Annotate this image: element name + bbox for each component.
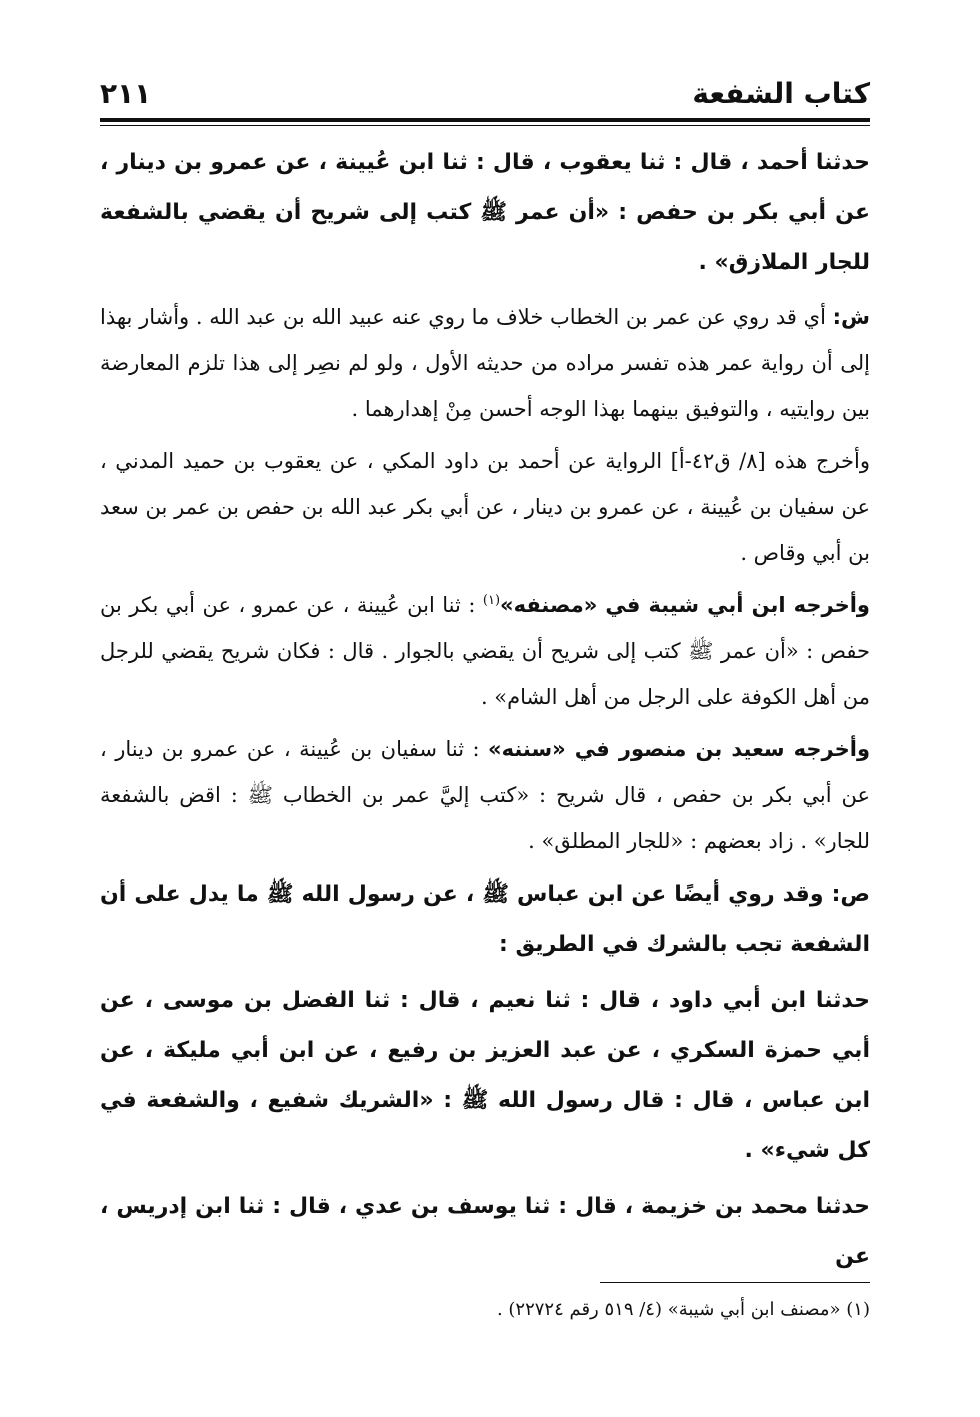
footnote-marker[interactable]: (١) (482, 593, 501, 608)
paragraph-3-text: وأخرج هذه [٨/ ق٤٢-أ] الرواية عن أحمد بن داود المكي ، عن يعقوب بن حميد المدني ، عن سفيان بن عُيينة ، عن عمرو بن دينار ، عن أبي بكر عبد الله بن حفص بن عمر بن سعد بن أبي وقاص . (100, 449, 870, 565)
document-page (100, 60, 870, 1380)
header-rule-thin (100, 125, 870, 126)
paragraph-6 (100, 870, 870, 970)
chapter-title: كتاب الشفعة (692, 77, 870, 110)
paragraph-4-text: : ثنا ابن عُيينة ، عن عمرو ، عن أبي بكر بن حفص : «أن عمر ﷺ كتب إلى شريح أن يقضي بالجوار . قال : فكان شريح يقضي للرجل من أهل الكوفة على الرجل من أهل الشام» . (100, 593, 870, 709)
paragraph-5-lead: وأخرجه سعيد بن منصور في «سننه» (488, 737, 870, 761)
paragraph-1-text: حدثنا أحمد ، قال : ثنا يعقوب ، قال : ثنا ابن عُيينة ، عن عمرو بن دينار ، عن أبي بكر بن حفص : «أن عمر ﷺ كتب إلى شريح أن يقضي بالشفعة للجار الملازق» . (100, 150, 870, 275)
paragraph-7 (100, 976, 870, 1176)
main-text (100, 138, 870, 1282)
header-rule-thick (100, 118, 870, 122)
paragraph-5 (100, 726, 870, 864)
page-header (100, 60, 870, 118)
paragraph-2-lead: ش: (832, 305, 870, 329)
paragraph-8 (100, 1182, 870, 1282)
paragraph-2-text: أي قد روي عن عمر بن الخطاب خلاف ما روي عنه عبيد الله بن عبد الله . وأشار بهذا إلى أن رواية عمر هذه تفسر مراده من حديثه الأول ، ولو لم نصِر إلى هذا تلزم المعارضة بين روايتيه ، والتوفيق بينهما بهذا الوجه أحسن مِنْ إهدارهما . (100, 305, 870, 421)
paragraph-2 (100, 294, 870, 432)
footnote-rule (600, 1282, 870, 1283)
paragraph-4 (100, 582, 870, 720)
footnote: (١) «مصنف ابن أبي شيبة» (٤/ ٥١٩ رقم ٢٢٧٢٤) . (496, 1299, 870, 1320)
paragraph-6-text: ص: وقد روي أيضًا عن ابن عباس ﷺ ، عن رسول الله ﷺ ما يدل على أن الشفعة تجب بالشرك في الطريق : (100, 882, 870, 957)
paragraph-4-lead: وأخرجه ابن أبي شيبة في «مصنفه» (500, 593, 870, 617)
paragraph-7-text: حدثنا ابن أبي داود ، قال : ثنا نعيم ، قال : ثنا الفضل بن موسى ، عن أبي حمزة السكري ، عن عبد العزيز بن رفيع ، عن ابن أبي مليكة ، عن ابن عباس ، قال : قال رسول الله ﷺ : «الشريك شفيع ، والشفعة في كل شيء» . (100, 988, 870, 1163)
paragraph-8-text: حدثنا محمد بن خزيمة ، قال : ثنا يوسف بن عدي ، قال : ثنا ابن إدريس ، عن (100, 1194, 870, 1269)
paragraph-1 (100, 138, 870, 288)
page-number: ٢١١ (100, 77, 152, 110)
paragraph-3 (100, 438, 870, 576)
paragraph-5-text: : ثنا سفيان بن عُيينة ، عن عمرو بن دينار ، عن أبي بكر بن حفص ، قال شريح : «كتب إليَّ عمر بن الخطاب ﷺ : اقض بالشفعة للجار» . زاد بعضهم : «للجار المطلق» . (100, 737, 870, 853)
